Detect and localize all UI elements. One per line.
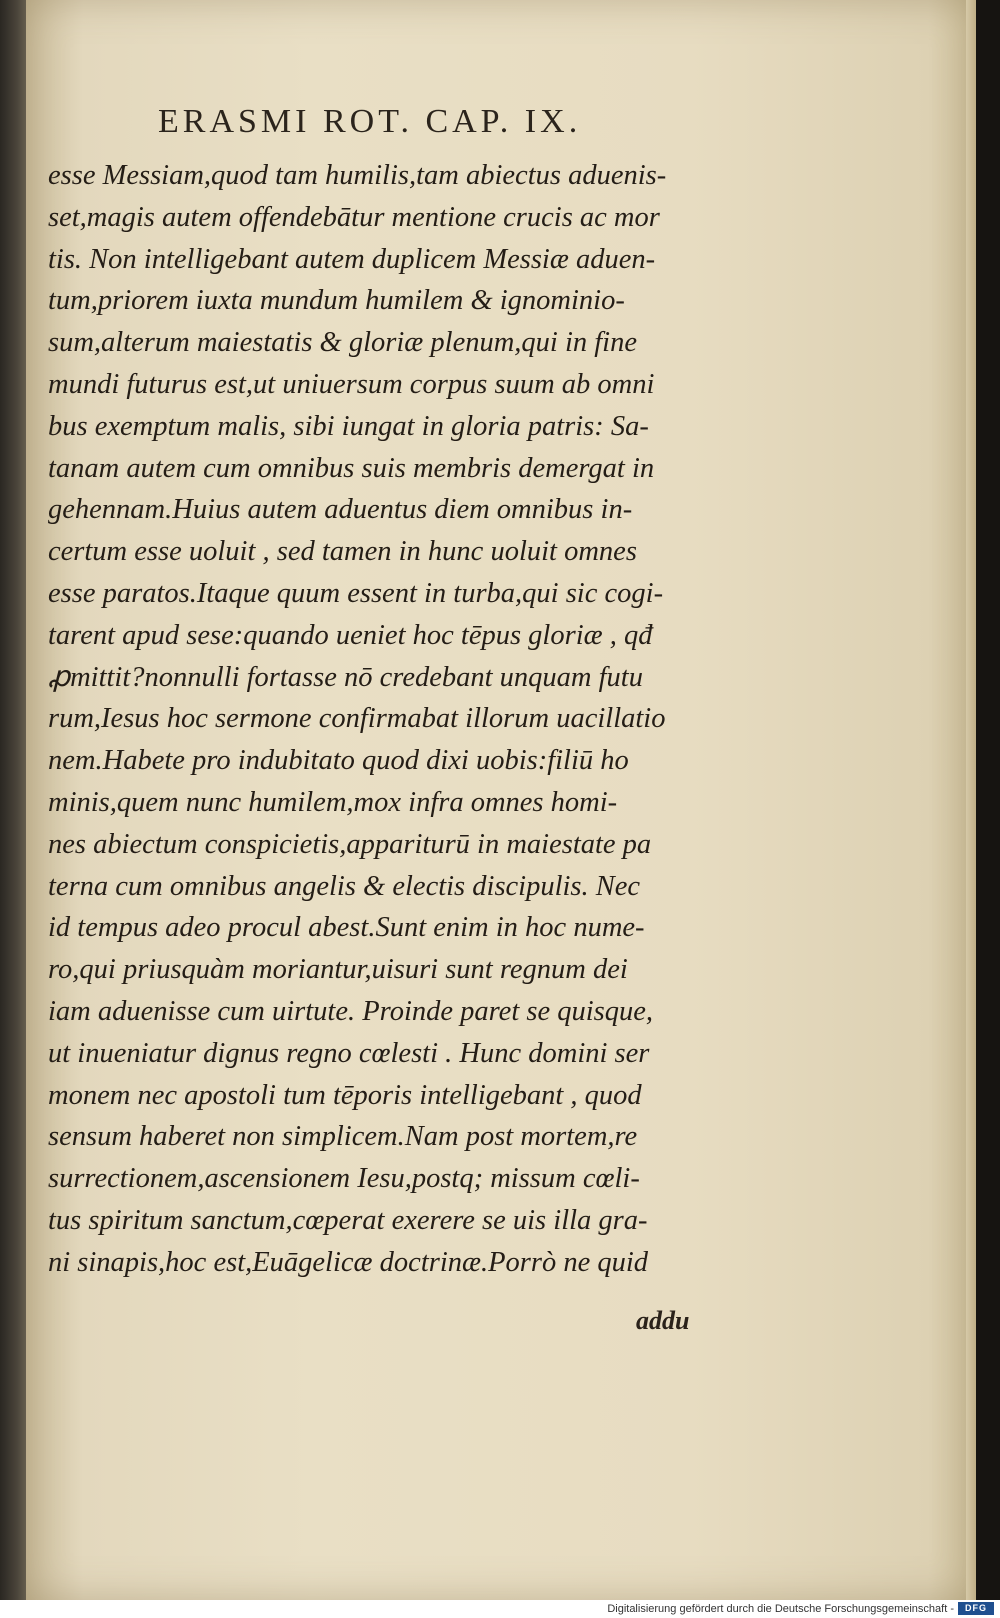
running-head: ERASMI ROT. CAP. IX. bbox=[158, 103, 582, 140]
scan-background-left bbox=[0, 0, 28, 1618]
text-line: surrectionem,ascensionem Iesu,postq; missum cœli- bbox=[48, 1163, 640, 1195]
text-line: esse Messiam,quod tam humilis,tam abiectus aduenis- bbox=[48, 160, 667, 191]
text-line: ro,qui priusquàm moriantur,uisuri sunt regnum dei bbox=[48, 954, 628, 986]
text-line: tus spiritum sanctum,cœperat exerere se uis illa gra- bbox=[48, 1204, 648, 1236]
text-line: tarent apud sese:quando ueniet hoc tēpus gloriæ , qđ bbox=[48, 619, 653, 651]
body-text bbox=[48, 155, 748, 1284]
text-line: mundi futurus est,ut uniuersum corpus suum ab omni bbox=[48, 368, 655, 400]
text-line: nem.Habete pro indubitato quod dixi uobis:filiū ho bbox=[48, 745, 629, 777]
catchword: addu bbox=[636, 1306, 690, 1335]
text-line: sensum haberet non simplicem.Nam post mortem,re bbox=[48, 1121, 638, 1153]
text-line: nes abiectum conspicietis,appariturū in maiestate pa bbox=[48, 828, 652, 860]
text-line: esse paratos.Itaque quum essent in turba,qui sic cogi- bbox=[48, 577, 664, 609]
text-line: ꝓmittit?nonnulli fortasse nō credebant unquam futu bbox=[48, 661, 643, 693]
text-line: tanam autem cum omnibus suis membris demergat in bbox=[48, 452, 655, 484]
text-line: bus exemptum malis, sibi iungat in gloria patris: Sa- bbox=[48, 410, 649, 442]
text-line: ut inueniatur dignus regno cœlesti . Hunc domini ser bbox=[48, 1037, 650, 1069]
text-line: tis. Non intelligebant autem duplicem Messiæ aduen- bbox=[48, 243, 656, 275]
text-line: minis,quem nunc humilem,mox infra omnes homi- bbox=[48, 786, 618, 818]
text-line: certum esse uoluit , sed tamen in hunc uoluit omnes bbox=[48, 536, 637, 568]
footer-credit: Digitalisierung gefördert durch die Deutsche Forschungsgemeinschaft - bbox=[607, 1603, 954, 1615]
page-edge bbox=[966, 0, 976, 1600]
text-line: rum,Iesus hoc sermone confirmabat illorum uacillatio bbox=[48, 703, 666, 735]
text-line: set,magis autem offendebātur mentione crucis ac mor bbox=[48, 201, 660, 233]
text-line: ni sinapis,hoc est,Euāgelicæ doctrinæ.Porrò ne quid bbox=[48, 1246, 649, 1278]
text-line: terna cum omnibus angelis & electis discipulis. Nec bbox=[48, 870, 641, 902]
text-line: tum,priorem iuxta mundum humilem & ignominio- bbox=[48, 285, 625, 317]
dfg-logo-icon: DFG bbox=[958, 1602, 994, 1615]
text-line: iam aduenisse cum uirtute. Proinde paret se quisque, bbox=[48, 995, 654, 1027]
text-line: gehennam.Huius autem aduentus diem omnibus in- bbox=[48, 494, 633, 526]
text-line: id tempus adeo procul abest.Sunt enim in hoc nume- bbox=[48, 912, 645, 944]
text-line: monem nec apostoli tum tēporis intelligebant , quod bbox=[48, 1079, 642, 1111]
text-line: sum,alterum maiestatis & gloriæ plenum,qui in fine bbox=[48, 327, 637, 359]
